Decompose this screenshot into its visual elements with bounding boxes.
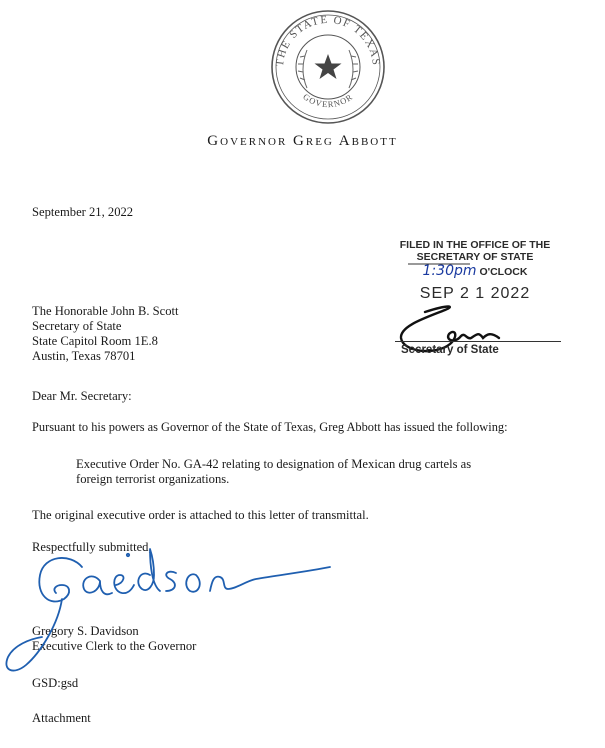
recipient-line: State Capitol Room 1E.8 xyxy=(32,334,158,348)
stamp-footer-secretary: Secretary of State xyxy=(395,341,561,356)
enclosure: Attachment xyxy=(32,711,91,725)
valediction: Respectfully submitted, xyxy=(32,540,152,554)
closing-note: The original executive order is attached to this letter of transmittal. xyxy=(32,508,369,522)
stamp-line-2: SECRETARY OF STATE xyxy=(416,250,534,263)
order-line: foreign terrorist organizations. xyxy=(76,472,230,486)
stamp-date: SEP 2 1 2022 xyxy=(419,285,531,302)
seal-top-text: THE STATE OF TEXAS xyxy=(273,13,383,67)
stamp-time-underline xyxy=(408,262,470,266)
initials: GSD:gsd xyxy=(32,676,79,690)
seal-bottom-text: GOVERNOR xyxy=(301,91,355,110)
filing-stamp xyxy=(388,240,562,303)
stamp-line-1: FILED IN THE OFFICE OF THE xyxy=(399,239,551,251)
handwritten-signature xyxy=(0,545,340,695)
star-icon xyxy=(315,54,342,79)
recipient-line: The Honorable John B. Scott xyxy=(32,304,179,318)
stamp-oclock: O'CLOCK xyxy=(479,266,528,278)
recipient-line: Austin, Texas 78701 xyxy=(32,349,136,363)
letter-date: September 21, 2022 xyxy=(32,205,134,219)
stamp-handwritten-time: 1:30pm xyxy=(422,263,477,279)
salutation: Dear Mr. Secretary: xyxy=(32,389,132,403)
signer-name: Gregory S. Davidson xyxy=(32,624,139,638)
recipient-block xyxy=(32,304,179,364)
intro-paragraph: Pursuant to his powers as Governor of the State of Texas, Greg Abbott has issued the following: xyxy=(32,420,508,434)
order-line: Executive Order No. GA-42 relating to designation of Mexican drug cartels as xyxy=(76,457,472,471)
signer-title: Executive Clerk to the Governor xyxy=(32,639,197,653)
recipient-line: Secretary of State xyxy=(32,319,122,333)
letterhead-title: Governor Greg Abbott xyxy=(207,133,398,149)
executive-order-description xyxy=(76,457,471,487)
texas-governor-seal xyxy=(267,8,389,126)
